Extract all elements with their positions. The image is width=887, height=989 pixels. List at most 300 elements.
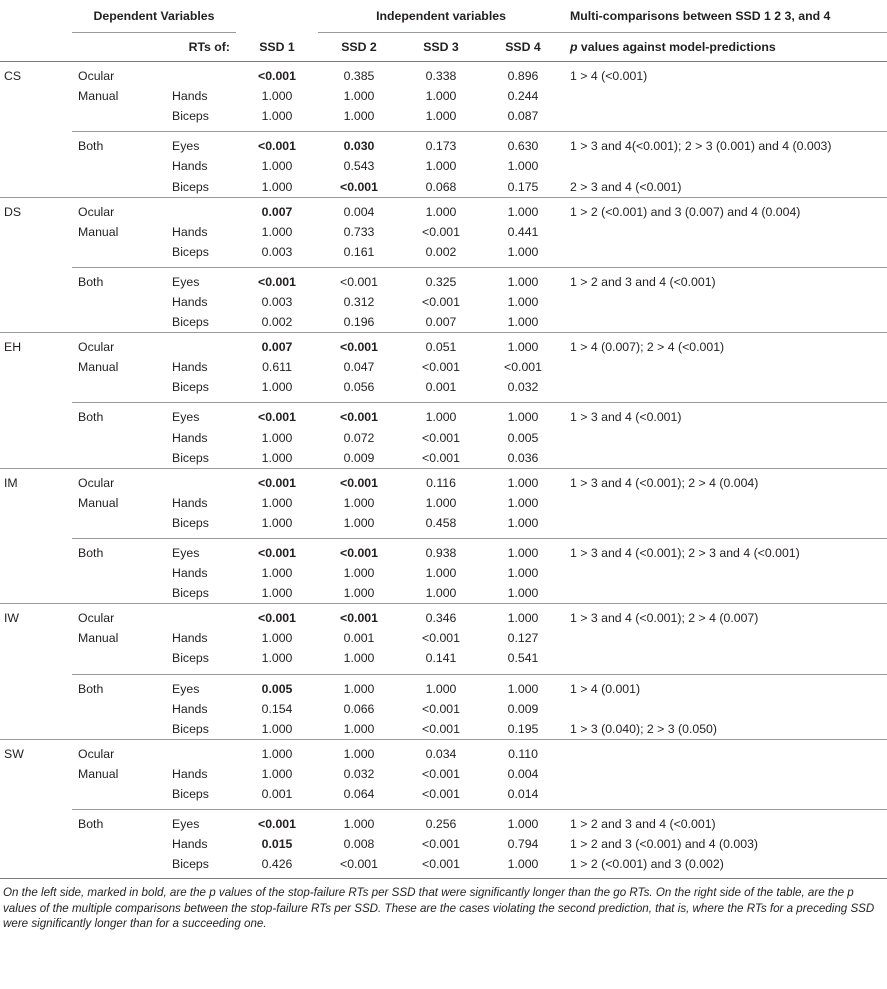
table-row (0, 176, 887, 197)
condition-label (0, 106, 72, 132)
effector-group-label (72, 513, 168, 539)
measure-label: Hands (172, 766, 208, 781)
p-value-ssd-2: 1.000 (318, 810, 400, 835)
table-row (0, 312, 887, 333)
header-p-values (564, 33, 887, 62)
p-value-ssd-2: 0.196 (343, 315, 375, 330)
table-row (0, 674, 887, 699)
p-value-ssd-1: 1.000 (261, 766, 293, 781)
condition-label (0, 563, 72, 583)
p-value-ssd-2: 0.064 (343, 787, 375, 802)
header-ssd-1: SSD 1 (236, 33, 318, 62)
effector-group-label (72, 292, 168, 312)
effector-group-label (72, 242, 168, 268)
multi-comparison-note (564, 312, 887, 333)
p-value-ssd-3: 0.068 (425, 179, 457, 194)
measure-label: Biceps (172, 315, 209, 330)
p-value-ssd-3: <0.001 (422, 721, 460, 736)
table-row (0, 62, 887, 87)
measure-label: Hands (172, 631, 208, 646)
p-value-ssd-4: 0.794 (507, 837, 539, 852)
effector-group-label (72, 448, 168, 469)
p-value-ssd-3: 1.000 (400, 403, 482, 428)
p-value-ssd-2: 0.056 (343, 380, 375, 395)
p-value-ssd-2: 0.030 (318, 132, 400, 157)
p-value-ssd-3: 1.000 (425, 495, 457, 510)
p-value-ssd-1: <0.001 (236, 538, 318, 563)
table-row (0, 719, 887, 740)
effector-group-label: Manual (78, 224, 119, 239)
measure-label: Biceps (172, 179, 209, 194)
condition-label (0, 648, 72, 674)
multi-comparison-note (564, 448, 887, 469)
condition-label: SW (0, 739, 72, 764)
p-value-ssd-4: 0.441 (507, 224, 539, 239)
multi-comparison-note: 1 > 2 (<0.001) and 3 (0.002) (564, 854, 887, 879)
effector-group-label: Ocular (72, 333, 168, 358)
measure-label: Eyes (168, 674, 236, 699)
multi-comparison-note: 1 > 3 and 4 (<0.001); 2 > 3 and 4 (<0.001) (564, 538, 887, 563)
multi-comparison-note (564, 739, 887, 764)
effector-group-label (72, 719, 168, 740)
effector-group-label: Manual (78, 766, 119, 781)
p-value-ssd-2: 1.000 (318, 674, 400, 699)
measure-label: Biceps (172, 450, 209, 465)
multi-comparison-note: 1 > 2 and 3 and 4 (<0.001) (564, 267, 887, 292)
condition-label (0, 834, 72, 854)
table-row (0, 333, 887, 358)
condition-label (0, 513, 72, 539)
p-value-ssd-1: 1.000 (261, 159, 293, 174)
table-row (0, 513, 887, 539)
multi-comparison-note: 1 > 2 (<0.001) and 3 (0.007) and 4 (0.004) (564, 197, 887, 222)
p-value-ssd-2: 1.000 (343, 515, 375, 530)
measure-label (168, 62, 236, 87)
header-p-italic: p (570, 40, 578, 54)
p-value-ssd-1: 0.611 (262, 360, 292, 375)
p-value-ssd-2: <0.001 (318, 333, 400, 358)
multi-comparison-note (564, 428, 887, 448)
p-value-ssd-4: 1.000 (482, 197, 564, 222)
table-row (0, 267, 887, 292)
p-value-ssd-2: <0.001 (318, 403, 400, 428)
p-value-ssd-4: 1.000 (482, 267, 564, 292)
p-value-ssd-3: 0.173 (400, 132, 482, 157)
table-row (0, 854, 887, 879)
p-value-ssd-3: 1.000 (425, 89, 457, 104)
p-value-ssd-2: <0.001 (340, 179, 378, 194)
condition-label (0, 493, 72, 513)
table-caption: On the left side, marked in bold, are the p values of the stop-failure RTs per SSD that were significantly longer than the go RTs. On the right side of the table, are the p values of the multiple comparisons between the stop-failure RTs per SSD. These are the cases violating the second prediction, that is, where the RTs for a preceding SSD were significantly longer than for a succeeding one. (3, 886, 875, 931)
p-value-ssd-4: 0.009 (507, 701, 539, 716)
multi-comparison-note (564, 357, 887, 377)
table-row (0, 628, 887, 648)
condition-label (0, 132, 72, 157)
p-value-ssd-1: <0.001 (236, 132, 318, 157)
multi-comparison-note (564, 764, 887, 784)
p-value-ssd-4: 0.110 (482, 739, 564, 764)
condition-label (0, 267, 72, 292)
p-value-ssd-4: 1.000 (507, 566, 539, 581)
table-row (0, 403, 887, 428)
measure-label: Hands (172, 360, 208, 375)
p-value-ssd-3: 0.325 (400, 267, 482, 292)
p-value-ssd-4: 1.000 (482, 333, 564, 358)
measure-label: Hands (172, 701, 208, 716)
measure-label (168, 197, 236, 222)
header-spacer (0, 0, 72, 33)
p-value-ssd-4: 1.000 (482, 810, 564, 835)
p-value-ssd-4: 1.000 (507, 586, 539, 601)
effector-group-label: Ocular (72, 197, 168, 222)
p-value-ssd-3: 1.000 (400, 197, 482, 222)
effector-group-label: Both (72, 674, 168, 699)
p-value-ssd-4: 1.000 (482, 854, 564, 879)
p-value-ssd-3: <0.001 (422, 766, 460, 781)
p-value-ssd-2: 0.001 (343, 631, 375, 646)
p-value-ssd-1: 1.000 (261, 224, 293, 239)
p-value-ssd-4: 1.000 (482, 468, 564, 493)
effector-group-label: Both (72, 132, 168, 157)
condition-label: CS (0, 62, 72, 87)
p-value-ssd-3: 0.256 (400, 810, 482, 835)
p-value-ssd-4: 0.005 (507, 430, 539, 445)
p-value-ssd-4: 1.000 (507, 315, 539, 330)
header-spacer (0, 33, 72, 62)
p-value-ssd-1: 0.001 (261, 787, 293, 802)
p-value-ssd-4: 1.000 (507, 159, 539, 174)
p-value-ssd-3: 0.938 (400, 538, 482, 563)
p-value-ssd-4: 0.032 (507, 380, 539, 395)
p-value-ssd-4: 1.000 (482, 604, 564, 629)
p-value-ssd-3: 0.141 (425, 651, 457, 666)
p-value-ssd-4: 1.000 (507, 495, 539, 510)
table-row (0, 156, 887, 176)
multi-comparison-note (564, 242, 887, 268)
p-value-ssd-2: 1.000 (343, 566, 375, 581)
header-p-rest: values against model-predictions (577, 40, 776, 54)
p-value-ssd-1: <0.001 (236, 62, 318, 87)
table-row (0, 784, 887, 810)
header-ssd-3: SSD 3 (400, 33, 482, 62)
measure-label: Eyes (168, 267, 236, 292)
header-spacer (236, 0, 318, 33)
multi-comparison-note (564, 377, 887, 403)
p-value-ssd-2: 1.000 (343, 109, 375, 124)
effector-group-label: Manual (78, 360, 119, 375)
measure-label: Hands (172, 224, 208, 239)
multi-comparison-note: 1 > 4 (0.007); 2 > 4 (<0.001) (564, 333, 887, 358)
multi-comparison-note: 1 > 4 (<0.001) (564, 62, 887, 87)
condition-label (0, 699, 72, 719)
p-value-ssd-1: 1.000 (261, 566, 293, 581)
p-value-ssd-3: <0.001 (422, 787, 460, 802)
header-ssd-4: SSD 4 (482, 33, 564, 62)
condition-label (0, 86, 72, 106)
measure-label: Hands (172, 159, 208, 174)
condition-label: IM (0, 468, 72, 493)
condition-label: DS (0, 197, 72, 222)
condition-label (0, 222, 72, 242)
p-value-ssd-2: 0.385 (318, 62, 400, 87)
multi-comparison-note: 1 > 3 and 4 (<0.001); 2 > 4 (0.007) (564, 604, 887, 629)
p-value-ssd-4: 0.127 (507, 631, 539, 646)
multi-comparison-note (564, 292, 887, 312)
table-row (0, 604, 887, 629)
condition-label (0, 810, 72, 835)
p-value-ssd-4: 0.004 (507, 766, 539, 781)
condition-label (0, 357, 72, 377)
effector-group-label: Ocular (72, 604, 168, 629)
p-value-ssd-2: 0.733 (343, 224, 375, 239)
p-value-ssd-3: <0.001 (422, 631, 460, 646)
multi-comparison-note: 1 > 2 and 3 (<0.001) and 4 (0.003) (570, 837, 759, 852)
p-value-ssd-1: 1.000 (261, 89, 293, 104)
condition-label (0, 176, 72, 197)
table-row (0, 468, 887, 493)
condition-label (0, 292, 72, 312)
measure-label (168, 739, 236, 764)
p-value-ssd-1: 0.003 (261, 244, 293, 259)
p-value-ssd-4: <0.001 (504, 360, 542, 375)
measure-label: Biceps (172, 787, 209, 802)
effector-group-label (72, 834, 168, 854)
multi-comparison-note (564, 699, 887, 719)
condition-label (0, 403, 72, 428)
effector-group-label: Manual (78, 89, 119, 104)
p-value-ssd-2: <0.001 (318, 538, 400, 563)
table-row (0, 493, 887, 513)
p-value-ssd-2: 0.312 (343, 294, 375, 309)
measure-label: Hands (172, 837, 208, 852)
multi-comparison-note (564, 513, 887, 539)
multi-comparison-note (564, 648, 887, 674)
measure-label (168, 333, 236, 358)
p-value-ssd-2: <0.001 (318, 267, 400, 292)
p-value-ssd-4: 0.087 (507, 109, 539, 124)
p-value-ssd-4: 0.541 (507, 651, 539, 666)
condition-label (0, 854, 72, 879)
p-value-ssd-2: 0.008 (343, 837, 375, 852)
effector-group-label (72, 854, 168, 879)
measure-label: Hands (172, 89, 208, 104)
table-row (0, 106, 887, 132)
p-value-ssd-1: 1.000 (261, 179, 293, 194)
table-header (0, 0, 887, 62)
multi-comparison-note (564, 86, 887, 106)
p-value-ssd-3: 0.034 (400, 739, 482, 764)
header-multi-comparisons: Multi-comparisons between SSD 1 2 3, and 4 (564, 0, 887, 33)
p-value-ssd-1: 0.003 (261, 294, 293, 309)
multi-comparison-note: 1 > 3 and 4 (<0.001); 2 > 4 (0.004) (564, 468, 887, 493)
header-ssd-2: SSD 2 (318, 33, 400, 62)
p-value-ssd-1: 0.002 (261, 315, 293, 330)
condition-label (0, 377, 72, 403)
p-value-ssd-1: <0.001 (236, 604, 318, 629)
p-value-ssd-2: 0.543 (343, 159, 375, 174)
measure-label: Biceps (172, 515, 209, 530)
p-value-ssd-3: <0.001 (400, 854, 482, 879)
header-independent-variables: Independent variables (318, 0, 564, 33)
p-value-ssd-1: 0.005 (236, 674, 318, 699)
effector-group-label: Manual (78, 495, 119, 510)
effector-group-label: Both (72, 810, 168, 835)
condition-label (0, 448, 72, 469)
multi-comparison-note: 1 > 2 and 3 and 4 (<0.001) (564, 810, 887, 835)
p-value-ssd-2: 1.000 (343, 651, 375, 666)
condition-label (0, 242, 72, 268)
effector-group-label: Ocular (72, 62, 168, 87)
p-value-ssd-2: 0.072 (343, 430, 375, 445)
table-row (0, 377, 887, 403)
table-row (0, 132, 887, 157)
effector-group-label (72, 563, 168, 583)
p-value-ssd-2: 1.000 (343, 495, 375, 510)
p-value-ssd-4: 1.000 (482, 403, 564, 428)
p-value-ssd-1: 1.000 (261, 450, 293, 465)
p-value-ssd-4: 1.000 (507, 294, 539, 309)
effector-group-label (72, 699, 168, 719)
effector-group-label: Both (72, 267, 168, 292)
multi-comparison-note: 1 > 3 (0.040); 2 > 3 (0.050) (570, 721, 717, 736)
p-value-ssd-2: 1.000 (343, 89, 375, 104)
p-value-ssd-3: 0.338 (400, 62, 482, 87)
p-value-ssd-1: <0.001 (236, 267, 318, 292)
p-value-ssd-2: 0.066 (343, 701, 375, 716)
condition-label: IW (0, 604, 72, 629)
effector-group-label (72, 106, 168, 132)
effector-group-label (72, 156, 168, 176)
table-row (0, 834, 887, 854)
multi-comparison-note (564, 106, 887, 132)
p-value-ssd-2: 1.000 (343, 586, 375, 601)
header-dependent-variables: Dependent Variables (72, 0, 236, 33)
measure-label: Biceps (172, 109, 209, 124)
table-row (0, 222, 887, 242)
multi-comparison-note (564, 628, 887, 648)
table-row (0, 810, 887, 835)
p-value-ssd-2: 0.009 (343, 450, 375, 465)
condition-label (0, 312, 72, 333)
p-value-ssd-1: 1.000 (261, 631, 293, 646)
measure-label: Eyes (168, 538, 236, 563)
measure-label: Biceps (172, 244, 209, 259)
table-row (0, 86, 887, 106)
p-value-ssd-1: 1.000 (261, 651, 293, 666)
p-value-ssd-4: 0.244 (507, 89, 539, 104)
table-row (0, 292, 887, 312)
table-body (0, 62, 887, 879)
p-value-ssd-3: <0.001 (422, 837, 460, 852)
p-value-ssd-1: <0.001 (236, 810, 318, 835)
p-value-ssd-3: 0.001 (425, 380, 457, 395)
p-value-ssd-1: 1.000 (236, 739, 318, 764)
p-value-ssd-2: <0.001 (318, 854, 400, 879)
condition-label (0, 719, 72, 740)
effector-group-label: Both (72, 538, 168, 563)
table-row (0, 448, 887, 469)
measure-label (168, 468, 236, 493)
p-value-ssd-2: 0.047 (343, 360, 375, 375)
table-row (0, 538, 887, 563)
p-value-ssd-2: <0.001 (318, 468, 400, 493)
effector-group-label (72, 428, 168, 448)
p-value-ssd-3: 0.007 (425, 315, 457, 330)
table-row (0, 357, 887, 377)
p-value-ssd-3: <0.001 (422, 294, 460, 309)
multi-comparison-note (564, 156, 887, 176)
table-row (0, 739, 887, 764)
multi-comparison-note (564, 583, 887, 604)
measure-label: Biceps (172, 651, 209, 666)
table-row (0, 699, 887, 719)
p-value-ssd-4: 0.896 (482, 62, 564, 87)
condition-label (0, 538, 72, 563)
p-value-ssd-3: <0.001 (422, 430, 460, 445)
table-row (0, 242, 887, 268)
p-value-ssd-1: 0.015 (261, 837, 293, 852)
measure-label: Biceps (172, 721, 209, 736)
p-value-ssd-4: 1.000 (507, 244, 539, 259)
p-value-ssd-1: 1.000 (261, 380, 293, 395)
p-value-ssd-3: 0.458 (425, 515, 457, 530)
condition-label (0, 583, 72, 604)
effector-group-label (72, 176, 168, 197)
effector-group-label: Manual (78, 631, 119, 646)
p-value-ssd-3: <0.001 (422, 224, 460, 239)
p-value-ssd-3: <0.001 (422, 450, 460, 465)
p-value-ssd-1: 1.000 (261, 586, 293, 601)
multi-comparison-note (564, 784, 887, 810)
table-row (0, 197, 887, 222)
p-value-ssd-1: 1.000 (261, 109, 293, 124)
p-value-ssd-3: <0.001 (422, 701, 460, 716)
measure-label: Hands (172, 566, 208, 581)
condition-label (0, 156, 72, 176)
effector-group-label (72, 377, 168, 403)
table-row (0, 428, 887, 448)
header-rts-of: RTs of: (72, 33, 236, 62)
measure-label: Eyes (168, 132, 236, 157)
condition-label (0, 784, 72, 810)
p-value-ssd-1: 1.000 (261, 495, 293, 510)
p-value-ssd-1: <0.001 (236, 403, 318, 428)
multi-comparison-note: 2 > 3 and 4 (<0.001) (570, 179, 682, 194)
p-value-ssd-3: 1.000 (425, 566, 457, 581)
effector-group-label (72, 648, 168, 674)
multi-comparison-note: 1 > 3 and 4(<0.001); 2 > 3 (0.001) and 4 (0.003) (564, 132, 887, 157)
multi-comparison-note (564, 563, 887, 583)
p-value-ssd-3: 0.346 (400, 604, 482, 629)
p-value-ssd-2: 0.032 (343, 766, 375, 781)
effector-group-label: Both (72, 403, 168, 428)
p-value-ssd-2: 0.004 (318, 197, 400, 222)
measure-label: Eyes (168, 810, 236, 835)
p-value-ssd-1: 0.426 (236, 854, 318, 879)
p-value-ssd-1: 1.000 (261, 430, 293, 445)
condition-label (0, 764, 72, 784)
p-value-ssd-1: <0.001 (236, 468, 318, 493)
p-value-ssd-4: 1.000 (482, 674, 564, 699)
measure-label: Hands (172, 430, 208, 445)
p-value-ssd-1: 0.007 (236, 197, 318, 222)
p-value-ssd-2: <0.001 (318, 604, 400, 629)
measure-label: Biceps (168, 854, 236, 879)
p-value-ssd-3: <0.001 (422, 360, 460, 375)
p-value-ssd-4: 1.000 (482, 538, 564, 563)
effector-group-label: Ocular (72, 739, 168, 764)
p-value-ssd-1: 0.007 (236, 333, 318, 358)
